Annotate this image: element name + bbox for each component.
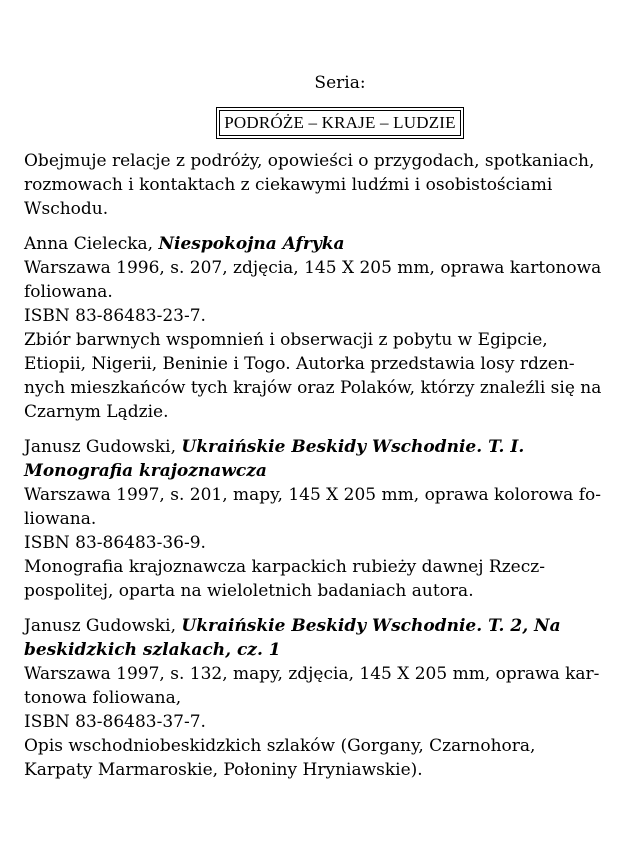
book-author: Janusz Gudowski, — [24, 616, 182, 636]
book-description-line: Monografia krajoznawcza karpackich rubieży dawnej Rzecz- — [24, 557, 545, 577]
book-isbn: ISBN 83-86483-23-7. — [24, 306, 206, 326]
book-entry — [24, 232, 616, 424]
intro-line: Wschodu. — [24, 199, 109, 219]
book-entry — [24, 614, 616, 782]
book-isbn: ISBN 83-86483-36-9. — [24, 533, 206, 553]
document-page — [24, 70, 616, 782]
series-description — [24, 149, 616, 221]
book-detail-line: liowana. — [24, 509, 97, 529]
book-description-line: Opis wschodniobeskidzkich szlaków (Gorgany, Czarnohora, — [24, 736, 536, 756]
book-title: Niespokojna Afryka — [158, 234, 345, 254]
intro-line: Obejmuje relacje z podróży, opowieści o przygodach, spotkaniach, — [24, 151, 595, 171]
book-detail-line: Warszawa 1997, s. 201, mapy, 145 X 205 mm, oprawa kolorowa fo- — [24, 485, 601, 505]
book-entry — [24, 435, 616, 603]
book-title-continued: beskidzkich szlakach, cz. 1 — [24, 640, 281, 660]
book-title: Ukraińskie Beskidy Wschodnie. T. 2, Na — [181, 616, 561, 636]
book-detail-line: foliowana. — [24, 282, 113, 302]
book-detail-line: Warszawa 1997, s. 132, mapy, zdjęcia, 145 X 205 mm, oprawa kar- — [24, 664, 600, 684]
series-name: PODRÓŻE – KRAJE – LUDZIE — [219, 110, 460, 136]
book-description-line: pospolitej, oparta na wieloletnich badaniach autora. — [24, 581, 474, 601]
book-description-line: Zbiór barwnych wspomnień i obserwacji z pobytu w Egipcie, — [24, 330, 548, 350]
book-detail-line: Warszawa 1996, s. 207, zdjęcia, 145 X 205 mm, oprawa kartonowa — [24, 258, 602, 278]
book-heading-line — [24, 614, 616, 638]
book-author: Janusz Gudowski, — [24, 437, 182, 457]
book-description-line: Czarnym Lądzie. — [24, 402, 169, 422]
series-box — [216, 107, 463, 139]
book-isbn: ISBN 83-86483-37-7. — [24, 712, 206, 732]
book-author: Anna Cielecka, — [24, 234, 159, 254]
series-label: Seria: — [314, 73, 366, 93]
book-title-continued: Monografia krajoznawcza — [24, 461, 267, 481]
book-description-line: nych mieszkańców tych krajów oraz Polaków, którzy znaleźli się na — [24, 378, 602, 398]
book-title: Ukraińskie Beskidy Wschodnie. T. I. — [181, 437, 525, 457]
intro-line: rozmowach i kontaktach z ciekawymi ludźmi i osobistościami — [24, 175, 553, 195]
book-heading-line — [24, 435, 616, 459]
book-description-line: Karpaty Marmaroskie, Połoniny Hryniawskie). — [24, 760, 423, 780]
book-description-line: Etiopii, Nigerii, Beninie i Togo. Autorka przedstawia losy rdzen- — [24, 354, 575, 374]
series-box-wrap — [64, 107, 616, 139]
book-detail-line: tonowa foliowana, — [24, 688, 182, 708]
book-heading-line — [24, 232, 616, 256]
